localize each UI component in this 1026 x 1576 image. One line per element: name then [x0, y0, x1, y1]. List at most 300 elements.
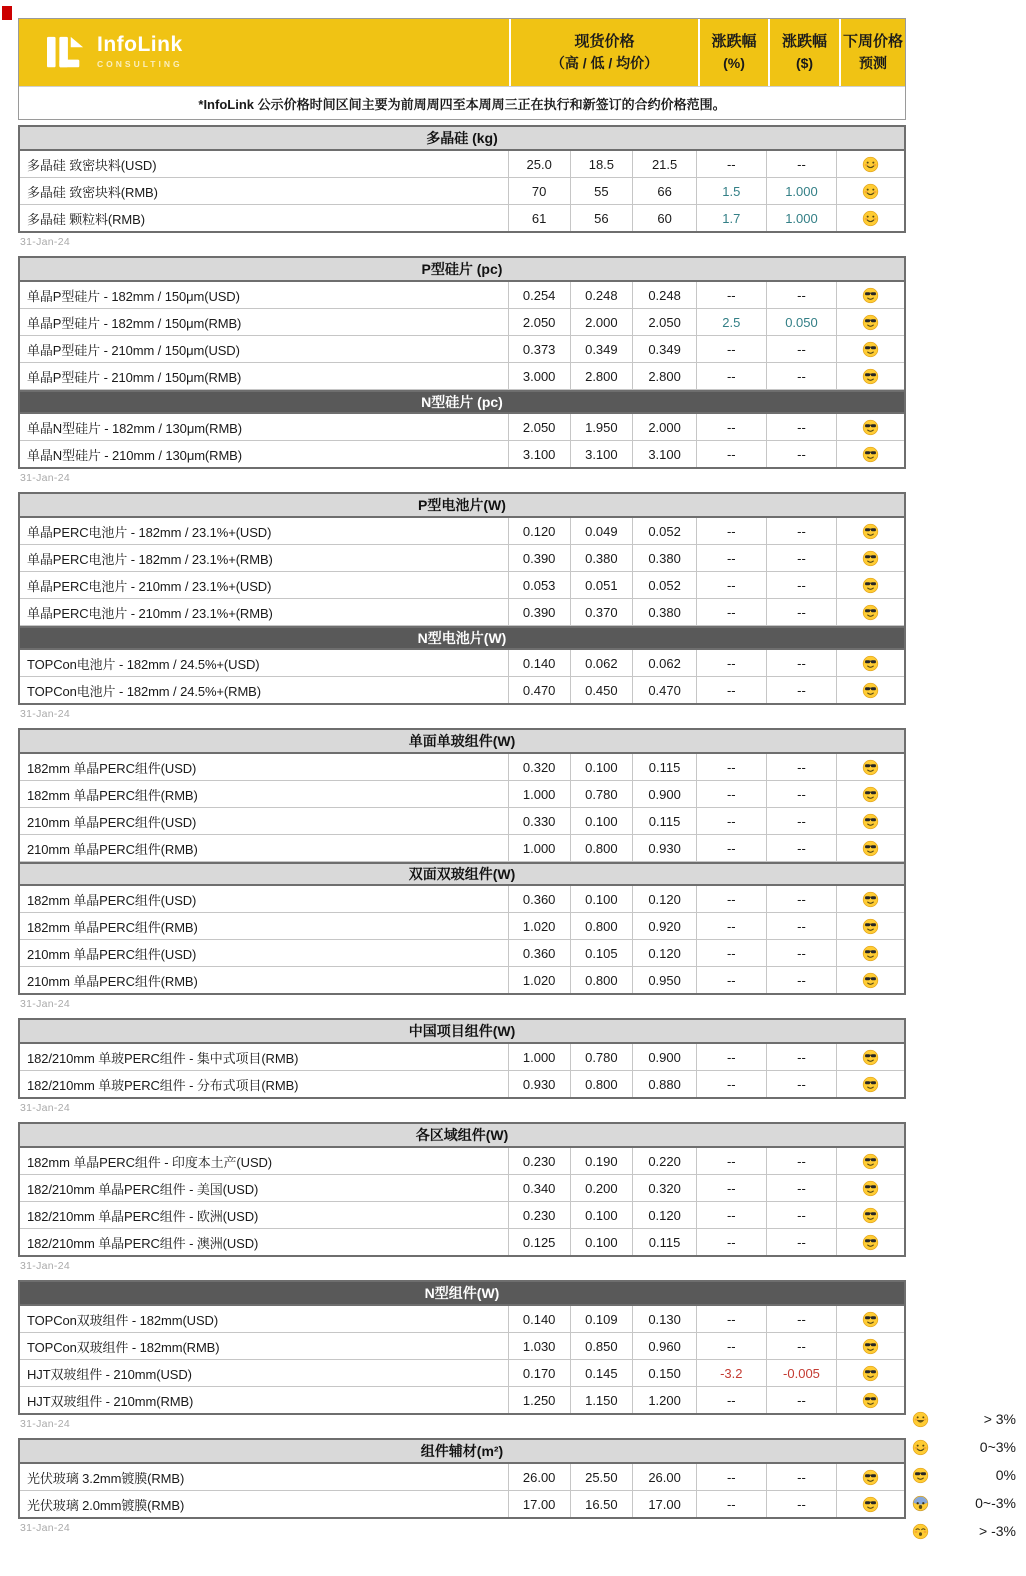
change-percent-value: --: [696, 1175, 766, 1201]
change-percent-value: --: [696, 1333, 766, 1359]
forecast-cell: [836, 1464, 904, 1490]
price-high: 2.050: [508, 309, 570, 335]
price-high: 0.230: [508, 1202, 570, 1228]
forecast-cell: [836, 1044, 904, 1070]
change-percent-value: --: [696, 913, 766, 939]
price-avg: 0.130: [632, 1306, 696, 1332]
forecast-cell: [836, 1387, 904, 1413]
section-title: P型硅片 (pc): [421, 261, 503, 277]
price-high: 1.020: [508, 967, 570, 993]
change-usd-value: --: [766, 1491, 837, 1517]
date-label: 31-Jan-24: [20, 998, 70, 1010]
price-avg: 0.920: [632, 913, 696, 939]
price-high: 61: [508, 205, 570, 231]
section-header: [20, 862, 904, 886]
price-high: 3.100: [508, 441, 570, 467]
forecast-line1: 下周价格: [842, 33, 903, 51]
product-name: 210mm 单晶PERC组件(USD): [27, 946, 197, 962]
price-avg: 0.052: [632, 518, 696, 544]
section-header: [20, 258, 904, 282]
table-row: [20, 835, 904, 862]
product-name: 光伏玻璃 2.0mm镀膜(RMB): [27, 1497, 185, 1513]
date-label: 31-Jan-24: [20, 1522, 70, 1534]
emoji-shock-icon: [912, 1523, 929, 1540]
forecast-cell: [836, 282, 904, 308]
price-low: 0.100: [570, 1202, 633, 1228]
red-marker: [2, 6, 12, 20]
infolink-logo: [45, 34, 183, 72]
section-title: N型组件(W): [424, 1285, 500, 1301]
price-table-block: [18, 125, 906, 233]
section-title: 各区域组件(W): [415, 1127, 509, 1143]
product-name: 多晶硅 颗粒料(RMB): [27, 211, 145, 227]
price-low: 3.100: [570, 441, 633, 467]
legend-label: 0%: [995, 1467, 1016, 1483]
legend-item: [908, 1433, 1016, 1461]
price-avg: 2.800: [632, 363, 696, 389]
logo-cell: [19, 19, 509, 86]
change-percent-value: --: [696, 1491, 766, 1517]
price-low: 0.190: [570, 1148, 633, 1174]
change-usd-value: --: [766, 808, 837, 834]
change-percent-line2: (%): [723, 55, 745, 72]
price-avg: 0.248: [632, 282, 696, 308]
price-avg: 2.000: [632, 414, 696, 440]
section-title: N型硅片 (pc): [421, 394, 503, 410]
forecast-cell: [836, 754, 904, 780]
legend-item: [908, 1489, 1016, 1517]
section-header: [20, 730, 904, 754]
emoji-cool-icon: [862, 341, 879, 358]
product-name: 182mm 单晶PERC组件(RMB): [27, 919, 198, 935]
price-low: 0.780: [570, 781, 633, 807]
price-avg: 0.120: [632, 1202, 696, 1228]
change-usd-value: --: [766, 1387, 837, 1413]
emoji-cool-icon: [862, 891, 879, 908]
change-usd-value: -0.005: [766, 1360, 837, 1386]
price-low: 56: [570, 205, 633, 231]
change-usd-value: 1.000: [766, 205, 837, 231]
emoji-cool-icon: [862, 368, 879, 385]
price-low: 25.50: [570, 1464, 633, 1490]
table-row: [20, 414, 904, 441]
forecast-cell: [836, 205, 904, 231]
change-percent-value: 1.5: [696, 178, 766, 204]
price-avg: 26.00: [632, 1464, 696, 1490]
product-name: 单晶N型硅片 - 210mm / 130μm(RMB): [27, 447, 242, 463]
change-usd-value: --: [766, 754, 837, 780]
price-high: 0.170: [508, 1360, 570, 1386]
price-low: 0.100: [570, 754, 633, 780]
price-avg: 0.470: [632, 677, 696, 703]
table-row: [20, 545, 904, 572]
price-low: 0.051: [570, 572, 633, 598]
change-usd-value: --: [766, 282, 837, 308]
product-name: 182/210mm 单晶PERC组件 - 澳洲(USD): [27, 1235, 259, 1251]
product-name: 210mm 单晶PERC组件(RMB): [27, 841, 198, 857]
forecast-cell: [836, 518, 904, 544]
product-name: HJT双玻组件 - 210mm(USD): [27, 1366, 192, 1382]
forecast-cell: [836, 781, 904, 807]
emoji-cool-icon: [862, 945, 879, 962]
price-low: 0.200: [570, 1175, 633, 1201]
table-row: [20, 940, 904, 967]
change-percent-value: --: [696, 1202, 766, 1228]
price-note: *InfoLink 公示价格时间区间主要为前周周四至本周周三正在执行和新签订的合约价格范围。: [19, 86, 905, 119]
price-low: 0.800: [570, 1071, 633, 1097]
date-label: 31-Jan-24: [20, 1260, 70, 1272]
forecast-cell: [836, 940, 904, 966]
price-high: 0.230: [508, 1148, 570, 1174]
price-high: 26.00: [508, 1464, 570, 1490]
forecast-cell: [836, 309, 904, 335]
price-table-block: [18, 1122, 906, 1257]
price-avg: 0.150: [632, 1360, 696, 1386]
emoji-cool-icon: [862, 1392, 879, 1409]
emoji-grin-icon: [912, 1411, 929, 1428]
price-high: 0.470: [508, 677, 570, 703]
price-low: 0.780: [570, 1044, 633, 1070]
price-high: 3.000: [508, 363, 570, 389]
price-avg: 21.5: [632, 151, 696, 177]
product-name: 210mm 单晶PERC组件(USD): [27, 814, 197, 830]
table-row: [20, 1333, 904, 1360]
column-header-row: [19, 19, 905, 86]
section-header: [20, 1440, 904, 1464]
change-percent-value: --: [696, 650, 766, 676]
product-name: TOPCon电池片 - 182mm / 24.5%+(RMB): [27, 683, 261, 699]
section-header: [20, 390, 904, 414]
product-name: 182/210mm 单玻PERC组件 - 集中式项目(RMB): [27, 1050, 299, 1066]
logo-subtitle: CONSULTING: [97, 59, 183, 70]
table-row: [20, 336, 904, 363]
change-percent-value: --: [696, 518, 766, 544]
price-high: 2.050: [508, 414, 570, 440]
emoji-smile-icon: [862, 183, 879, 200]
price-low: 0.062: [570, 650, 633, 676]
legend-label: 0~3%: [979, 1439, 1016, 1455]
price-table-group: [18, 1280, 906, 1430]
price-low: 0.105: [570, 940, 633, 966]
change-percent-value: 1.7: [696, 205, 766, 231]
section-title: N型电池片(W): [417, 630, 507, 646]
product-name: 单晶P型硅片 - 210mm / 150μm(RMB): [27, 369, 242, 385]
change-percent-value: --: [696, 1464, 766, 1490]
table-row: [20, 599, 904, 626]
price-avg: 0.062: [632, 650, 696, 676]
forecast-cell: [836, 1229, 904, 1255]
change-percent-value: 2.5: [696, 309, 766, 335]
table-groups: [18, 125, 906, 1534]
price-high: 1.250: [508, 1387, 570, 1413]
table-row: [20, 781, 904, 808]
emoji-fear-icon: [912, 1495, 929, 1512]
change-percent-value: --: [696, 363, 766, 389]
price-avg: 0.930: [632, 835, 696, 861]
change-usd-value: --: [766, 1229, 837, 1255]
price-avg: 0.950: [632, 967, 696, 993]
price-high: 0.373: [508, 336, 570, 362]
change-usd-value: --: [766, 1071, 837, 1097]
price-avg: 0.052: [632, 572, 696, 598]
product-name: 182mm 单晶PERC组件 - 印度本土产(USD): [27, 1154, 273, 1170]
product-name: 单晶P型硅片 - 210mm / 150μm(USD): [27, 342, 240, 358]
change-usd-value: --: [766, 1306, 837, 1332]
emoji-cool-icon: [862, 1207, 879, 1224]
forecast-cell: [836, 913, 904, 939]
forecast-cell: [836, 1071, 904, 1097]
product-name: 182mm 单晶PERC组件(USD): [27, 892, 197, 908]
emoji-cool-icon: [862, 813, 879, 830]
price-low: 0.109: [570, 1306, 633, 1332]
price-table-block: [18, 256, 906, 469]
change-percent-value: --: [696, 754, 766, 780]
change-percent-value: --: [696, 781, 766, 807]
price-high: 1.000: [508, 835, 570, 861]
price-avg: 2.050: [632, 309, 696, 335]
change-usd-value: --: [766, 1333, 837, 1359]
forecast-cell: [836, 1306, 904, 1332]
legend-label: > 3%: [983, 1411, 1016, 1427]
price-low: 0.370: [570, 599, 633, 625]
change-usd-value: --: [766, 650, 837, 676]
change-usd-value: --: [766, 518, 837, 544]
change-usd-line2: ($): [795, 55, 814, 72]
price-high: 0.390: [508, 599, 570, 625]
change-usd-value: --: [766, 967, 837, 993]
change-usd-value: --: [766, 599, 837, 625]
change-percent-value: --: [696, 967, 766, 993]
section-title: 中国项目组件(W): [408, 1023, 516, 1039]
price-table-group: [18, 1018, 906, 1114]
price-low: 0.800: [570, 835, 633, 861]
price-high: 1.020: [508, 913, 570, 939]
table-row: [20, 441, 904, 467]
change-percent-value: --: [696, 835, 766, 861]
change-percent-value: --: [696, 1148, 766, 1174]
price-avg: 0.120: [632, 940, 696, 966]
table-row: [20, 1071, 904, 1097]
emoji-smile-icon: [862, 210, 879, 227]
price-low: 0.349: [570, 336, 633, 362]
forecast-cell: [836, 1148, 904, 1174]
section-title: 单面单玻组件(W): [408, 733, 516, 749]
emoji-smile-icon: [862, 156, 879, 173]
product-name: 多晶硅 致密块料(USD): [27, 157, 157, 173]
forecast-cell: [836, 336, 904, 362]
price-low: 0.800: [570, 913, 633, 939]
report-header: [18, 18, 906, 120]
emoji-cool-icon: [862, 523, 879, 540]
change-usd-value: --: [766, 545, 837, 571]
price-high: 1.000: [508, 781, 570, 807]
product-name: TOPCon双玻组件 - 182mm(USD): [27, 1312, 219, 1328]
forecast-cell: [836, 967, 904, 993]
price-avg: 0.380: [632, 545, 696, 571]
product-name: TOPCon双玻组件 - 182mm(RMB): [27, 1339, 220, 1355]
price-low: 55: [570, 178, 633, 204]
forecast-cell: [836, 1333, 904, 1359]
price-low: 0.145: [570, 1360, 633, 1386]
table-row: [20, 178, 904, 205]
price-table-block: [18, 1018, 906, 1099]
table-row: [20, 1387, 904, 1413]
price-avg: 0.115: [632, 1229, 696, 1255]
change-usd-value: --: [766, 1148, 837, 1174]
table-row: [20, 1360, 904, 1387]
section-header: [20, 1282, 904, 1306]
forecast-cell: [836, 808, 904, 834]
change-usd-value: --: [766, 886, 837, 912]
price-high: 0.125: [508, 1229, 570, 1255]
table-row: [20, 151, 904, 178]
forecast-legend: [908, 1405, 1016, 1545]
product-name: 单晶PERC电池片 - 210mm / 23.1%+(RMB): [27, 605, 273, 621]
emoji-cool-icon: [862, 550, 879, 567]
change-usd-value: --: [766, 1175, 837, 1201]
price-low: 1.950: [570, 414, 633, 440]
product-name: 182mm 单晶PERC组件(USD): [27, 760, 197, 776]
table-row: [20, 913, 904, 940]
price-high: 0.120: [508, 518, 570, 544]
table-row: [20, 650, 904, 677]
section-title: 双面双玻组件(W): [408, 866, 516, 882]
change-usd-value: --: [766, 363, 837, 389]
price-low: 0.850: [570, 1333, 633, 1359]
emoji-cool-icon: [862, 314, 879, 331]
table-row: [20, 886, 904, 913]
change-usd-value: --: [766, 336, 837, 362]
column-spot-price: [509, 19, 698, 86]
product-name: 单晶PERC电池片 - 182mm / 23.1%+(USD): [27, 524, 272, 540]
forecast-cell: [836, 1175, 904, 1201]
table-row: [20, 1491, 904, 1517]
change-usd-line1: 涨跌幅: [781, 33, 827, 51]
change-percent-value: --: [696, 151, 766, 177]
price-table-group: [18, 125, 906, 248]
forecast-cell: [836, 835, 904, 861]
price-low: 2.000: [570, 309, 633, 335]
product-name: HJT双玻组件 - 210mm(RMB): [27, 1393, 194, 1409]
forecast-cell: [836, 363, 904, 389]
date-label: 31-Jan-24: [20, 472, 70, 484]
product-name: 182/210mm 单晶PERC组件 - 美国(USD): [27, 1181, 259, 1197]
change-percent-value: --: [696, 572, 766, 598]
section-title: 多晶硅 (kg): [426, 130, 498, 146]
price-high: 25.0: [508, 151, 570, 177]
product-name: 182/210mm 单晶PERC组件 - 欧洲(USD): [27, 1208, 259, 1224]
forecast-line2: 预测: [859, 55, 887, 72]
table-row: [20, 363, 904, 390]
price-avg: 0.900: [632, 1044, 696, 1070]
section-header: [20, 127, 904, 151]
change-percent-value: --: [696, 336, 766, 362]
price-avg: 0.115: [632, 754, 696, 780]
emoji-cool-icon: [862, 655, 879, 672]
table-row: [20, 1202, 904, 1229]
price-high: 0.140: [508, 650, 570, 676]
price-table-group: [18, 1438, 906, 1534]
emoji-cool-icon: [862, 1076, 879, 1093]
table-row: [20, 518, 904, 545]
product-name: 182/210mm 单玻PERC组件 - 分布式项目(RMB): [27, 1077, 299, 1093]
change-usd-value: --: [766, 1044, 837, 1070]
section-header: [20, 1020, 904, 1044]
change-percent-value: --: [696, 1387, 766, 1413]
section-header: [20, 494, 904, 518]
price-low: 0.100: [570, 808, 633, 834]
price-high: 0.140: [508, 1306, 570, 1332]
product-name: TOPCon电池片 - 182mm / 24.5%+(USD): [27, 656, 260, 672]
product-name: 单晶PERC电池片 - 182mm / 23.1%+(RMB): [27, 551, 273, 567]
section-header: [20, 1124, 904, 1148]
price-high: 0.930: [508, 1071, 570, 1097]
emoji-cool-icon: [862, 1496, 879, 1513]
price-high: 0.330: [508, 808, 570, 834]
table-row: [20, 808, 904, 835]
change-percent-value: -3.2: [696, 1360, 766, 1386]
price-table-group: [18, 728, 906, 1010]
product-name: 182mm 单晶PERC组件(RMB): [27, 787, 198, 803]
column-change-usd: [768, 19, 839, 86]
table-row: [20, 677, 904, 703]
column-forecast: [839, 19, 905, 86]
price-table-group: [18, 256, 906, 484]
section-title: P型电池片(W): [418, 497, 506, 513]
change-usd-value: 0.050: [766, 309, 837, 335]
price-avg: 3.100: [632, 441, 696, 467]
emoji-cool-icon: [862, 1234, 879, 1251]
forecast-cell: [836, 151, 904, 177]
change-usd-value: --: [766, 835, 837, 861]
emoji-cool-icon: [862, 1311, 879, 1328]
price-low: 2.800: [570, 363, 633, 389]
forecast-cell: [836, 414, 904, 440]
change-percent-value: --: [696, 599, 766, 625]
table-row: [20, 1044, 904, 1071]
logo-text: [97, 34, 183, 70]
product-name: 光伏玻璃 3.2mm镀膜(RMB): [27, 1470, 185, 1486]
table-row: [20, 1306, 904, 1333]
price-table-group: [18, 1122, 906, 1272]
change-percent-value: --: [696, 1229, 766, 1255]
price-avg: 0.349: [632, 336, 696, 362]
price-avg: 0.320: [632, 1175, 696, 1201]
price-low: 0.380: [570, 545, 633, 571]
price-table: [18, 18, 906, 1542]
table-row: [20, 754, 904, 781]
change-usd-value: --: [766, 441, 837, 467]
price-avg: 0.115: [632, 808, 696, 834]
price-table-block: [18, 1280, 906, 1415]
price-low: 0.100: [570, 1229, 633, 1255]
change-percent-line1: 涨跌幅: [711, 33, 757, 51]
price-high: 1.000: [508, 1044, 570, 1070]
emoji-cool-icon: [862, 1049, 879, 1066]
price-avg: 0.900: [632, 781, 696, 807]
change-percent-value: --: [696, 1306, 766, 1332]
price-table-block: [18, 492, 906, 705]
logo-title: InfoLink: [97, 33, 183, 57]
table-row: [20, 309, 904, 336]
emoji-cool-icon: [862, 604, 879, 621]
price-avg: 0.220: [632, 1148, 696, 1174]
emoji-cool-icon: [862, 1180, 879, 1197]
price-avg: 1.200: [632, 1387, 696, 1413]
date-label: 31-Jan-24: [20, 708, 70, 720]
product-name: 单晶N型硅片 - 182mm / 130μm(RMB): [27, 420, 242, 436]
emoji-cool-icon: [862, 759, 879, 776]
